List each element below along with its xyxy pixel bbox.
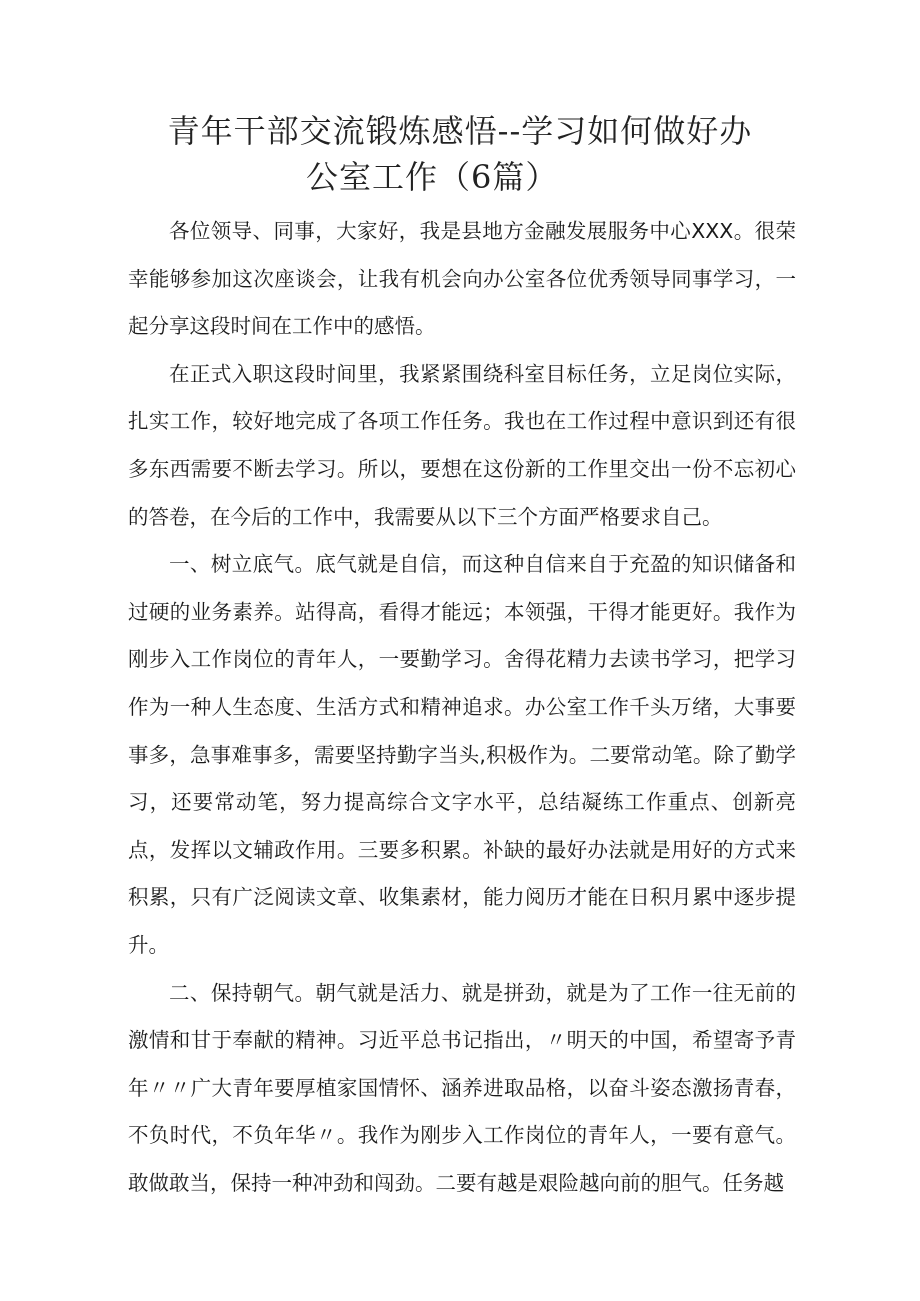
paragraph-point-one: 一、树立底气。底气就是自信，而这种自信来自于充盈的知识储备和过硬的业务素养。站得高，看得才能远；本领强，干得才能更好。我作为刚步入工作岗位的青年人，一要勤学习。舍得花精力去读书学习，把学习作为一种人生态度、生活方式和精神追求。办公室工作千头万绪，大事要事多，急事难事多，需要坚持勤字当头,积极作为。二要常动笔。除了勤学习，还要常动笔，努力提高综合文字水平，总结凝练工作重点、创新亮点，发挥以文辅政作用。三要多积累。补缺的最好办法就是用好的方式来积累，只有广泛阅读文章、收集素材，能力阅历才能在日积月累中逐步提升。 <box>128 552 796 957</box>
paragraph-intro: 在正式入职这段时间里，我紧紧围绕科室目标任务，立足岗位实际，扎实工作，较好地完成了各项工作任务。我也在工作过程中意识到还有很多东西需要不断去学习。所以，要想在这份新的工作里交出一份不忘初心的答卷，在今后的工作中，我需要从以下三个方面严格要求自己。 <box>128 361 796 529</box>
document-title <box>130 108 790 200</box>
title-line-2: 公室工作（6篇） <box>306 158 559 196</box>
title-line-1: 青年干部交流锻炼感悟--学习如何做好办 <box>167 112 753 150</box>
paragraph-greeting: 各位领导、同事，大家好，我是县地方金融发展服务中心XXX。很荣幸能够参加这次座谈会，让我有机会向办公室各位优秀领导同事学习，一起分享这段时间在工作中的感悟。 <box>128 219 796 339</box>
paragraph-point-two: 二、保持朝气。朝气就是活力、就是拼劲，就是为了工作一往无前的激情和甘于奉献的精神。习近平总书记指出，〃明天的中国，希望寄予青年〃〃广大青年要厚植家国情怀、涵养进取品格，以奋斗姿态激扬青春，不负时代，不负年华〃。我作为刚步入工作岗位的青年人，一要有意气。敢做敢当，保持一种冲劲和闯劲。二要有越是艰险越向前的胆气。任务越 <box>128 980 796 1195</box>
document-body <box>128 208 796 1207</box>
